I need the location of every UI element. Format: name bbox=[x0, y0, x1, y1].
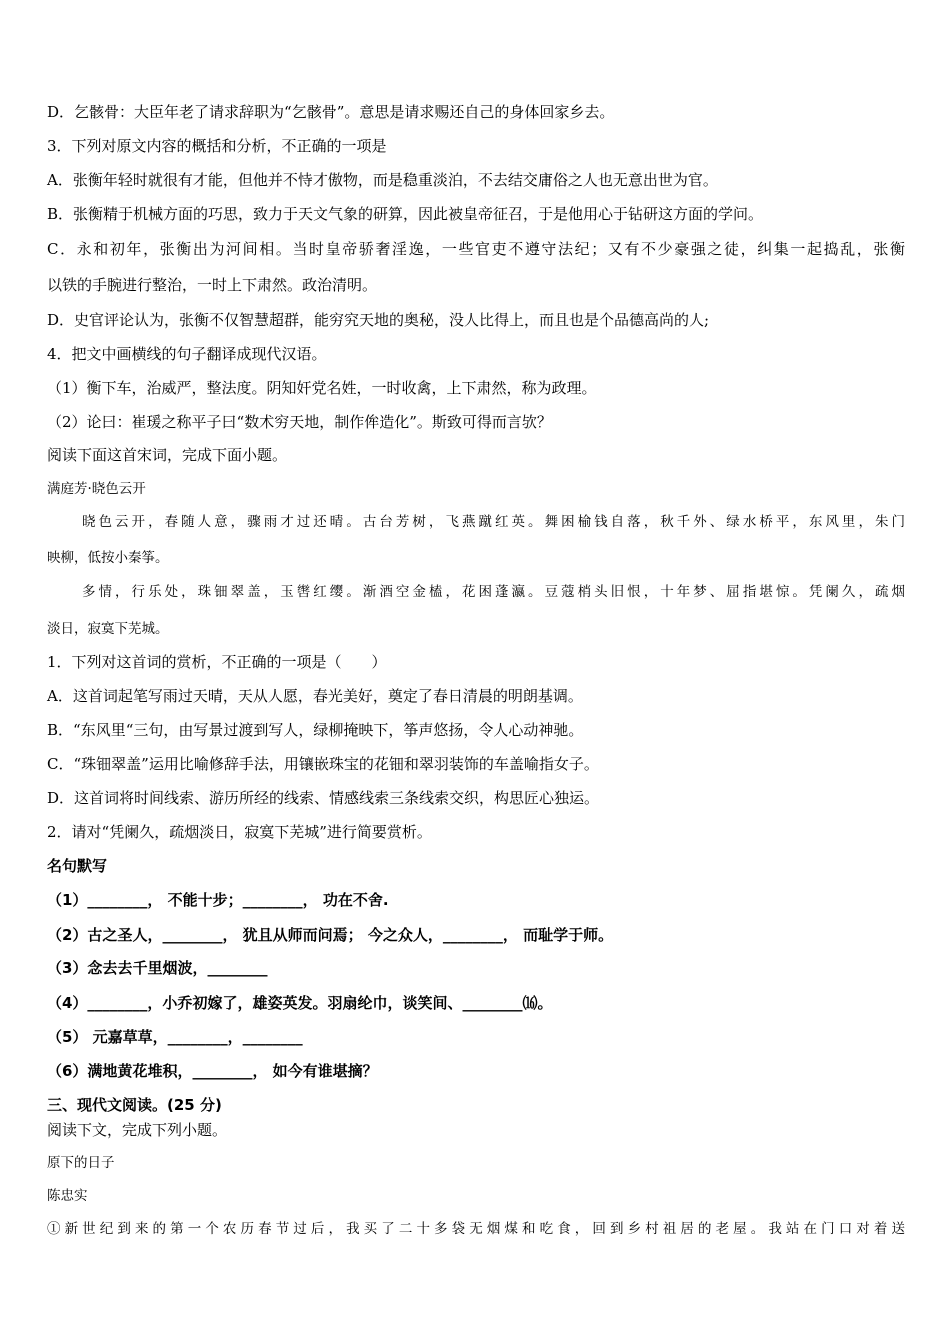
instruction-line: 阅读下面这首宋词，完成下面小题。 bbox=[47, 446, 288, 464]
fill-blank-line: （1）________， 不能十步；________， 功在不舍. bbox=[47, 891, 389, 909]
option-line: A．这首词起笔写雨过天晴，天从人愿，春光美好，奠定了春日清晨的明朗基调。 bbox=[47, 687, 583, 705]
fill-blank-line: （5） 元嘉草草，________，________ bbox=[47, 1028, 303, 1046]
option-line: D．史官评论认为，张衡不仅智慧超群，能穷究天地的奥秘，没人比得上，而且也是个品德高尚的人; bbox=[47, 311, 710, 329]
option-line: B．张衡精于机械方面的巧思，致力于天文气象的研算，因此被皇帝征召，于是他用心于钻研这方面的学问。 bbox=[47, 205, 764, 223]
fill-blank-line: （3）念去去千里烟波，________ bbox=[47, 959, 268, 977]
poem-line: 映柳，低按小秦筝。 bbox=[47, 550, 169, 566]
option-line: A．张衡年轻时就很有才能，但他并不恃才傲物，而是稳重淡泊，不去结交庸俗之人也无意出世为官。 bbox=[47, 171, 718, 189]
article-author: 陈忠实 bbox=[47, 1188, 88, 1204]
poem-title: 满庭芳·晓色云开 bbox=[47, 481, 146, 497]
question-heading: 2．请对“凭阑久，疏烟淡日，寂寞下芜城”进行简要赏析。 bbox=[47, 823, 432, 841]
instruction-line: 阅读下文，完成下列小题。 bbox=[47, 1121, 228, 1139]
option-line: C．“珠钿翠盖”运用比喻修辞手法，用镶嵌珠宝的花钿和翠羽装饰的车盖喻指女子。 bbox=[47, 755, 599, 773]
poem-line: 多情，行乐处，珠钿翠盖，玉辔红缨。渐酒空金榼，花困蓬瀛。豆蔻梢头旧恨，十年梦、屈指堪惊。凭阑久，疏烟 bbox=[82, 584, 905, 600]
poem-line: 淡日，寂寞下芜城。 bbox=[47, 621, 169, 637]
question-heading: 4．把文中画横线的句子翻译成现代汉语。 bbox=[47, 345, 327, 363]
poem-line: 晓色云开，春随人意，骤雨才过还晴。古台芳树，飞燕蹴红英。舞困榆钱自落，秋千外、绿水桥平，东风里，朱门 bbox=[82, 514, 905, 530]
article-title: 原下的日子 bbox=[47, 1155, 115, 1171]
section-heading: 三、现代文阅读。(25 分) bbox=[47, 1096, 222, 1114]
fill-blank-line: （2）古之圣人，________， 犹且从师而问焉； 今之众人，________， 而耻学于师。 bbox=[47, 926, 614, 944]
option-line: D．这首词将时间线索、游历所经的线索、情感线索三条线索交织，构思匠心独运。 bbox=[47, 789, 600, 807]
section-heading: 名句默写 bbox=[47, 857, 108, 875]
question-heading: 1．下列对这首词的赏析，不正确的一项是（ ） bbox=[47, 653, 387, 671]
article-paragraph: ①新世纪到来的第一个农历春节过后，我买了二十多袋无烟煤和吃食，回到乡村祖居的老屋。我站在门口对着送 bbox=[47, 1221, 905, 1237]
text-line: 以铁的手腕进行整治，一时上下肃然。政治清明。 bbox=[47, 276, 378, 294]
text-line: （2）论曰：崔瑗之称平子曰“数术穷天地，制作侔造化”。斯致可得而言欤？ bbox=[47, 413, 552, 431]
option-line: B．“东风里“三句，由写景过渡到写人，绿柳掩映下，筝声悠扬，令人心动神驰。 bbox=[47, 721, 584, 739]
text-line: （1）衡下车，治威严，整法度。阴知奸党名姓，一时收禽，上下肃然，称为政理。 bbox=[47, 379, 597, 397]
question-heading: 3．下列对原文内容的概括和分析，不正确的一项是 bbox=[47, 137, 387, 155]
text-line: D．乞骸骨：大臣年老了请求辞职为“乞骸骨”。意思是请求赐还自己的身体回家乡去。 bbox=[47, 103, 615, 121]
fill-blank-line: （4）________，小乔初嫁了，雄姿英发。羽扇纶巾，谈笑间、________⒃。 bbox=[47, 994, 553, 1012]
option-line: C．永和初年，张衡出为河间相。当时皇帝骄奢淫逸，一些官吏不遵守法纪；又有不少豪强之徒，纠集一起捣乱，张衡 bbox=[47, 240, 905, 258]
fill-blank-line: （6）满地黄花堆积，________， 如今有谁堪摘？ bbox=[47, 1062, 378, 1080]
